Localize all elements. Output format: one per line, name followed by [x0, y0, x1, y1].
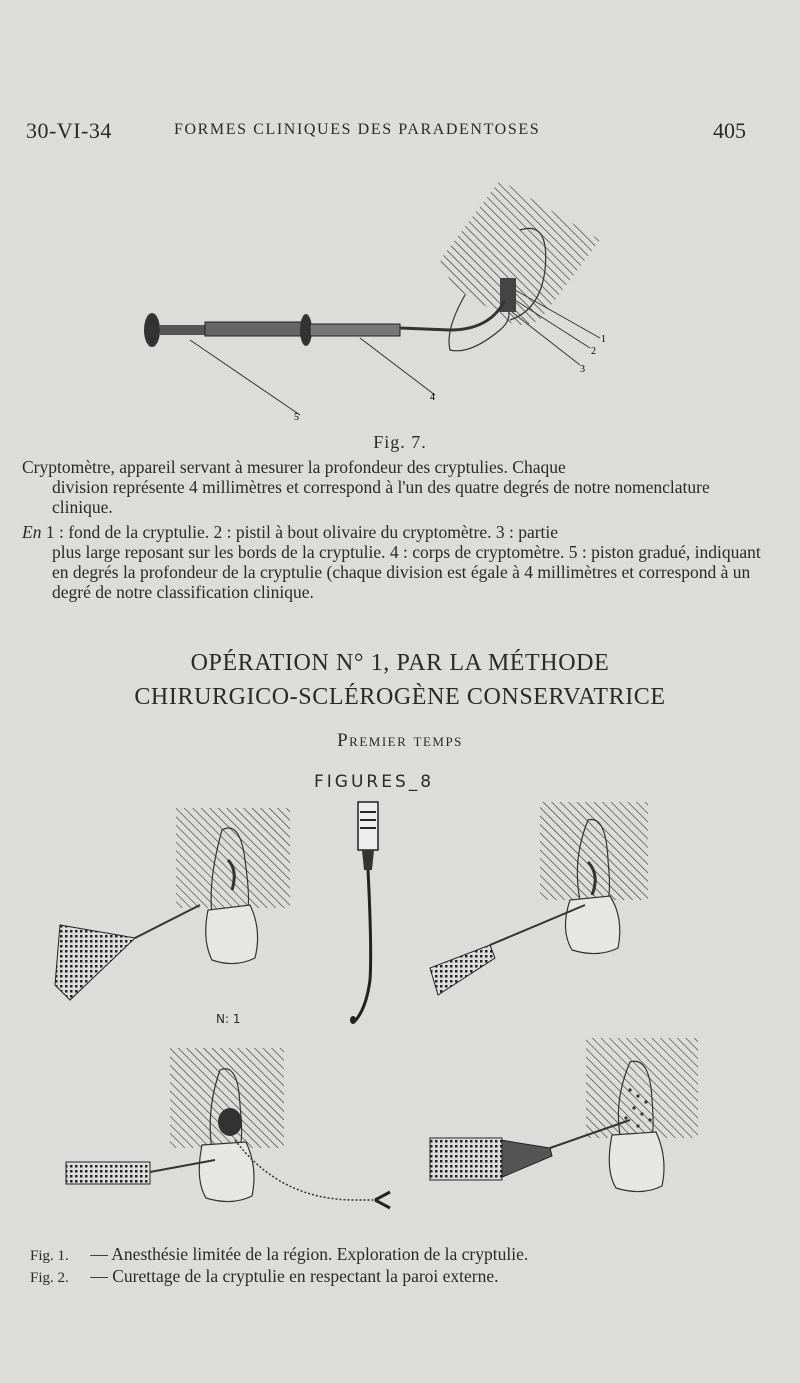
callout-5: 5	[294, 412, 299, 423]
figure-8-illustrations	[40, 800, 720, 1230]
drawing-anesthesia	[55, 808, 290, 1000]
running-header	[26, 118, 746, 146]
drawing-injection	[430, 1038, 698, 1192]
callout-2: 2	[591, 346, 596, 357]
caption-fig-2	[30, 1266, 770, 1287]
callout-4: 4	[430, 392, 435, 403]
caption-fig-1-ref: Fig. 1.	[30, 1248, 69, 1264]
figure-8-number-label: N: 1	[216, 1012, 241, 1026]
drawing-curettage-1	[430, 802, 648, 995]
caption-fig-1	[30, 1244, 770, 1265]
legend-rest: plus large reposant sur les bords de la cryptulie. 4 : corps de cryptomètre. 5 : piston gradué, indiquant en degrés la profondeur de la cryptulie (chaque division est égale à 4 millimètres et correspond à un degré de notre classification clinique.	[52, 542, 761, 602]
header-title: FORMES CLINIQUES DES PARADENTOSES	[174, 121, 541, 138]
figure-8-label: FIGURES_8	[314, 772, 435, 792]
cryptometer-instrument	[144, 300, 505, 347]
figure-7-legend	[22, 522, 774, 602]
legend-lead: En	[22, 522, 42, 542]
figure-7-description	[22, 457, 774, 517]
section-title-line-2: CHIRURGICO-SCLÉROGÈNE CONSERVATRICE	[134, 684, 666, 710]
page-number: 405	[713, 118, 746, 143]
drawing-curettage-2	[66, 1048, 390, 1208]
legend-first-line-text: 1 : fond de la cryptulie. 2 : pistil à bout olivaire du cryptomètre. 3 : partie	[41, 522, 559, 542]
figure-7-cryptometer	[120, 170, 640, 430]
description-first-line: Cryptomètre, appareil servant à mesurer la profondeur des cryptulies. Chaque	[22, 457, 566, 477]
header-date: 30-VI-34	[26, 118, 112, 143]
section-subtitle: Premier temps	[337, 730, 463, 751]
caption-fig-1-text: — Anesthésie limitée de la région. Exploration de la cryptulie.	[90, 1244, 529, 1264]
figure-7-title: Fig. 7.	[373, 432, 427, 452]
description-rest: division représente 4 millimètres et correspond à l'un des quatre degrés de notre nomenclature clinique.	[52, 477, 710, 517]
section-title-line-1: OPÉRATION N° 1, PAR LA MÉTHODE	[190, 650, 610, 676]
callout-3: 3	[580, 364, 585, 375]
legend-first-line	[22, 522, 774, 542]
drawing-curette-instrument	[350, 802, 378, 1024]
caption-fig-2-text: — Curettage de la cryptulie en respectant la paroi externe.	[90, 1266, 499, 1286]
caption-fig-2-ref: Fig. 2.	[30, 1270, 69, 1286]
callout-1: 1	[601, 334, 606, 345]
